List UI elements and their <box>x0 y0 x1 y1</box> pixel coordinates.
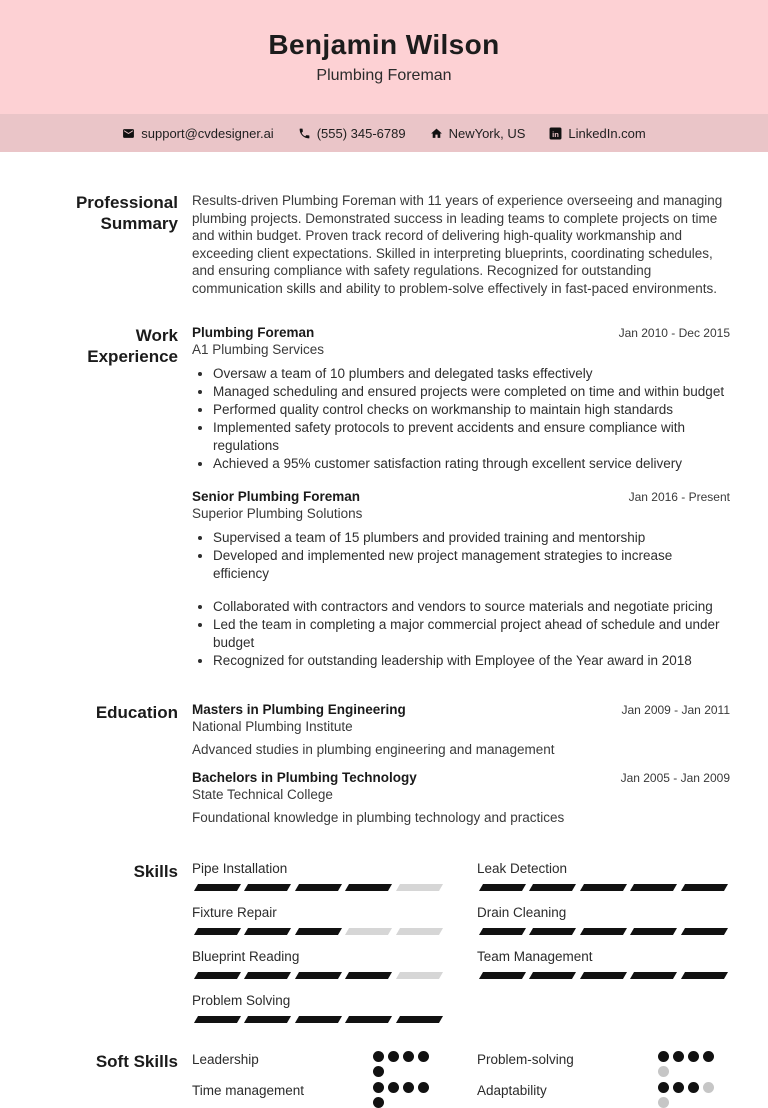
education-entry <box>192 770 730 825</box>
experience-entry <box>192 489 730 670</box>
level-dot-filled <box>688 1082 699 1093</box>
job-bullet: • Supervised a team of 15 plumbers and provided training and mentorship <box>213 529 730 547</box>
contact-text: LinkedIn.com <box>568 125 646 141</box>
job-bullet-list <box>192 598 730 670</box>
level-dot-filled <box>703 1051 714 1062</box>
job-bullet: • Developed and implemented new project management strategies to increase efficiency <box>213 547 730 583</box>
skill-segment-filled <box>479 972 526 979</box>
candidate-name: Benjamin Wilson <box>268 29 500 60</box>
job-bullet: • Performed quality control checks on workmanship to maintain high standards <box>213 401 730 419</box>
skill-name: Fixture Repair <box>192 905 277 920</box>
skill-item <box>477 949 730 979</box>
skill-name: Leak Detection <box>477 861 568 876</box>
contact-text: (555) 345-6789 <box>316 125 406 141</box>
contact-text: NewYork, US <box>448 125 526 141</box>
job-bullet-list <box>192 365 730 473</box>
education-description: Advanced studies in plumbing engineering and management <box>192 742 555 757</box>
phone-icon <box>298 127 311 140</box>
skill-segment-filled <box>345 1016 392 1023</box>
section-heading: Education <box>95 703 178 722</box>
level-dot-filled <box>403 1051 414 1062</box>
level-dot-filled <box>373 1051 384 1062</box>
section-work-experience <box>65 325 730 670</box>
section-heading: Skills <box>133 862 178 881</box>
skill-segment-filled <box>630 884 677 891</box>
education-entry <box>192 702 730 757</box>
contact-item[interactable] <box>122 126 273 141</box>
soft-skill-name: Adaptability <box>477 1083 547 1098</box>
contact-text: support@cvdesigner.ai <box>141 125 274 141</box>
level-dot-empty <box>703 1082 714 1093</box>
job-dates: Jan 2010 - Dec 2015 <box>618 326 730 340</box>
contact-item[interactable] <box>549 126 645 141</box>
contact-item[interactable] <box>298 126 406 141</box>
skill-segment-filled <box>479 884 526 891</box>
job-bullet: • Collaborated with contractors and vendors to source materials and negotiate pricing <box>213 598 730 616</box>
job-bullet: • Achieved a 95% customer satisfaction rating through excellent service delivery <box>213 455 730 473</box>
level-dot-filled <box>418 1082 429 1093</box>
school-name: National Plumbing Institute <box>192 719 353 734</box>
level-dot-empty <box>658 1097 669 1108</box>
level-dot-filled <box>388 1051 399 1062</box>
skill-level-bar <box>192 884 445 891</box>
skill-item <box>477 905 730 935</box>
skill-segment-filled <box>295 884 342 891</box>
skill-segment-filled <box>194 928 241 935</box>
skill-segment-filled <box>194 884 241 891</box>
degree-title: Masters in Plumbing Engineering <box>192 702 406 717</box>
section-soft-skills <box>65 1051 730 1108</box>
section-heading: Professional Summary <box>75 193 178 234</box>
skill-segment-filled <box>244 972 291 979</box>
skill-segment-filled <box>630 928 677 935</box>
skill-name: Pipe Installation <box>192 861 288 876</box>
skill-segment-filled <box>194 972 241 979</box>
skill-item <box>192 905 445 935</box>
skill-segment-filled <box>295 1016 342 1023</box>
skill-name: Problem Solving <box>192 993 291 1008</box>
soft-skill-level-dots <box>373 1051 433 1077</box>
job-title: Plumbing Foreman <box>192 325 315 340</box>
skill-segment-filled <box>244 1016 291 1023</box>
skill-segment-filled <box>529 884 576 891</box>
job-title: Senior Plumbing Foreman <box>192 489 361 504</box>
section-education <box>65 702 730 825</box>
home-icon <box>430 127 443 140</box>
skill-level-bar <box>477 972 730 979</box>
level-dot-filled <box>688 1051 699 1062</box>
experience-entry <box>192 325 730 473</box>
job-company: Superior Plumbing Solutions <box>192 506 363 521</box>
level-dot-filled <box>373 1066 384 1077</box>
level-dot-filled <box>418 1051 429 1062</box>
job-bullet-list <box>192 529 730 583</box>
skill-segment-filled <box>681 884 728 891</box>
skill-segment-filled <box>345 884 392 891</box>
degree-title: Bachelors in Plumbing Technology <box>192 770 417 785</box>
level-dot-filled <box>373 1082 384 1093</box>
skill-item <box>477 861 730 891</box>
skill-segment-filled <box>529 928 576 935</box>
resume-body <box>0 152 768 1108</box>
education-description: Foundational knowledge in plumbing technology and practices <box>192 810 565 825</box>
job-bullet: • Oversaw a team of 10 plumbers and delegated tasks effectively <box>213 365 730 383</box>
skill-segment-filled <box>479 928 526 935</box>
skill-name: Drain Cleaning <box>477 905 567 920</box>
skill-level-bar <box>192 928 445 935</box>
resume-header <box>0 0 768 114</box>
soft-skill-level-dots <box>658 1051 718 1077</box>
job-company: A1 Plumbing Services <box>192 342 325 357</box>
mail-icon <box>122 127 135 140</box>
skill-segment-empty <box>396 884 443 891</box>
soft-skill-level-dots <box>658 1082 718 1108</box>
soft-skill-name: Time management <box>192 1083 305 1098</box>
job-bullet: • Managed scheduling and ensured projects were completed on time and within budget <box>213 383 730 401</box>
soft-skill-name: Leadership <box>192 1052 259 1067</box>
skill-segment-filled <box>630 972 677 979</box>
skill-segment-filled <box>681 928 728 935</box>
skill-segment-filled <box>529 972 576 979</box>
education-dates: Jan 2009 - Jan 2011 <box>621 703 730 717</box>
skill-level-bar <box>192 1016 445 1023</box>
level-dot-filled <box>658 1082 669 1093</box>
skill-segment-filled <box>396 1016 443 1023</box>
summary-text: Results-driven Plumbing Foreman with 11 years of experience overseeing and managing plumbing projects. Demonstrated success in leading teams to complete projects on time and within budget. Proven track record of delivering high-quality workmanship and exceeding client expectations. Skilled in interpreting blueprints, coordinating schedules, and ensuring compliance with safety regulations. Recognized for outstanding communication skills and ability to problem-solve effectively in fast-paced environments. <box>192 193 723 296</box>
soft-skill-item <box>477 1082 730 1108</box>
skill-segment-filled <box>345 972 392 979</box>
skill-segment-filled <box>244 884 291 891</box>
skill-level-bar <box>192 972 445 979</box>
level-dot-filled <box>673 1082 684 1093</box>
skill-segment-filled <box>244 928 291 935</box>
job-bullet: • Recognized for outstanding leadership with Employee of the Year award in 2018 <box>213 652 730 670</box>
skill-segment-filled <box>580 928 627 935</box>
skill-segment-filled <box>295 928 342 935</box>
skill-level-bar <box>477 884 730 891</box>
level-dot-empty <box>658 1066 669 1077</box>
skill-item <box>192 861 445 891</box>
skill-item <box>192 949 445 979</box>
skill-segment-filled <box>580 884 627 891</box>
skill-segment-filled <box>681 972 728 979</box>
skill-segment-filled <box>295 972 342 979</box>
job-bullet: • Led the team in completing a major commercial project ahead of schedule and under budget <box>213 616 730 652</box>
level-dot-filled <box>388 1082 399 1093</box>
soft-skill-item <box>192 1051 445 1077</box>
skill-level-bar <box>477 928 730 935</box>
skill-segment-filled <box>194 1016 241 1023</box>
section-skills <box>65 861 730 1023</box>
svg-text:in: in <box>552 129 560 139</box>
level-dot-filled <box>403 1082 414 1093</box>
job-bullet: • Implemented safety protocols to prevent accidents and ensure compliance with regulations <box>213 419 730 455</box>
skill-segment-empty <box>396 972 443 979</box>
education-dates: Jan 2005 - Jan 2009 <box>620 771 730 785</box>
soft-skill-item <box>477 1051 730 1077</box>
skill-segment-empty <box>396 928 443 935</box>
soft-skill-name: Problem-solving <box>477 1052 574 1067</box>
skill-item <box>192 993 445 1023</box>
soft-skill-item <box>192 1082 445 1108</box>
soft-skill-level-dots <box>373 1082 433 1108</box>
school-name: State Technical College <box>192 787 333 802</box>
linkedin-icon <box>549 127 562 140</box>
skill-name: Team Management <box>477 949 593 964</box>
skill-name: Blueprint Reading <box>192 949 300 964</box>
section-heading: Work Experience <box>87 326 178 367</box>
level-dot-filled <box>658 1051 669 1062</box>
skill-segment-filled <box>580 972 627 979</box>
contact-bar <box>0 114 768 152</box>
contact-item[interactable] <box>430 126 526 141</box>
skill-segment-empty <box>345 928 392 935</box>
section-heading: Soft Skills <box>95 1052 178 1071</box>
level-dot-filled <box>673 1051 684 1062</box>
section-professional-summary <box>65 192 730 297</box>
candidate-job-title: Plumbing Foreman <box>316 67 452 84</box>
job-dates: Jan 2016 - Present <box>628 490 730 504</box>
level-dot-filled <box>373 1097 384 1108</box>
